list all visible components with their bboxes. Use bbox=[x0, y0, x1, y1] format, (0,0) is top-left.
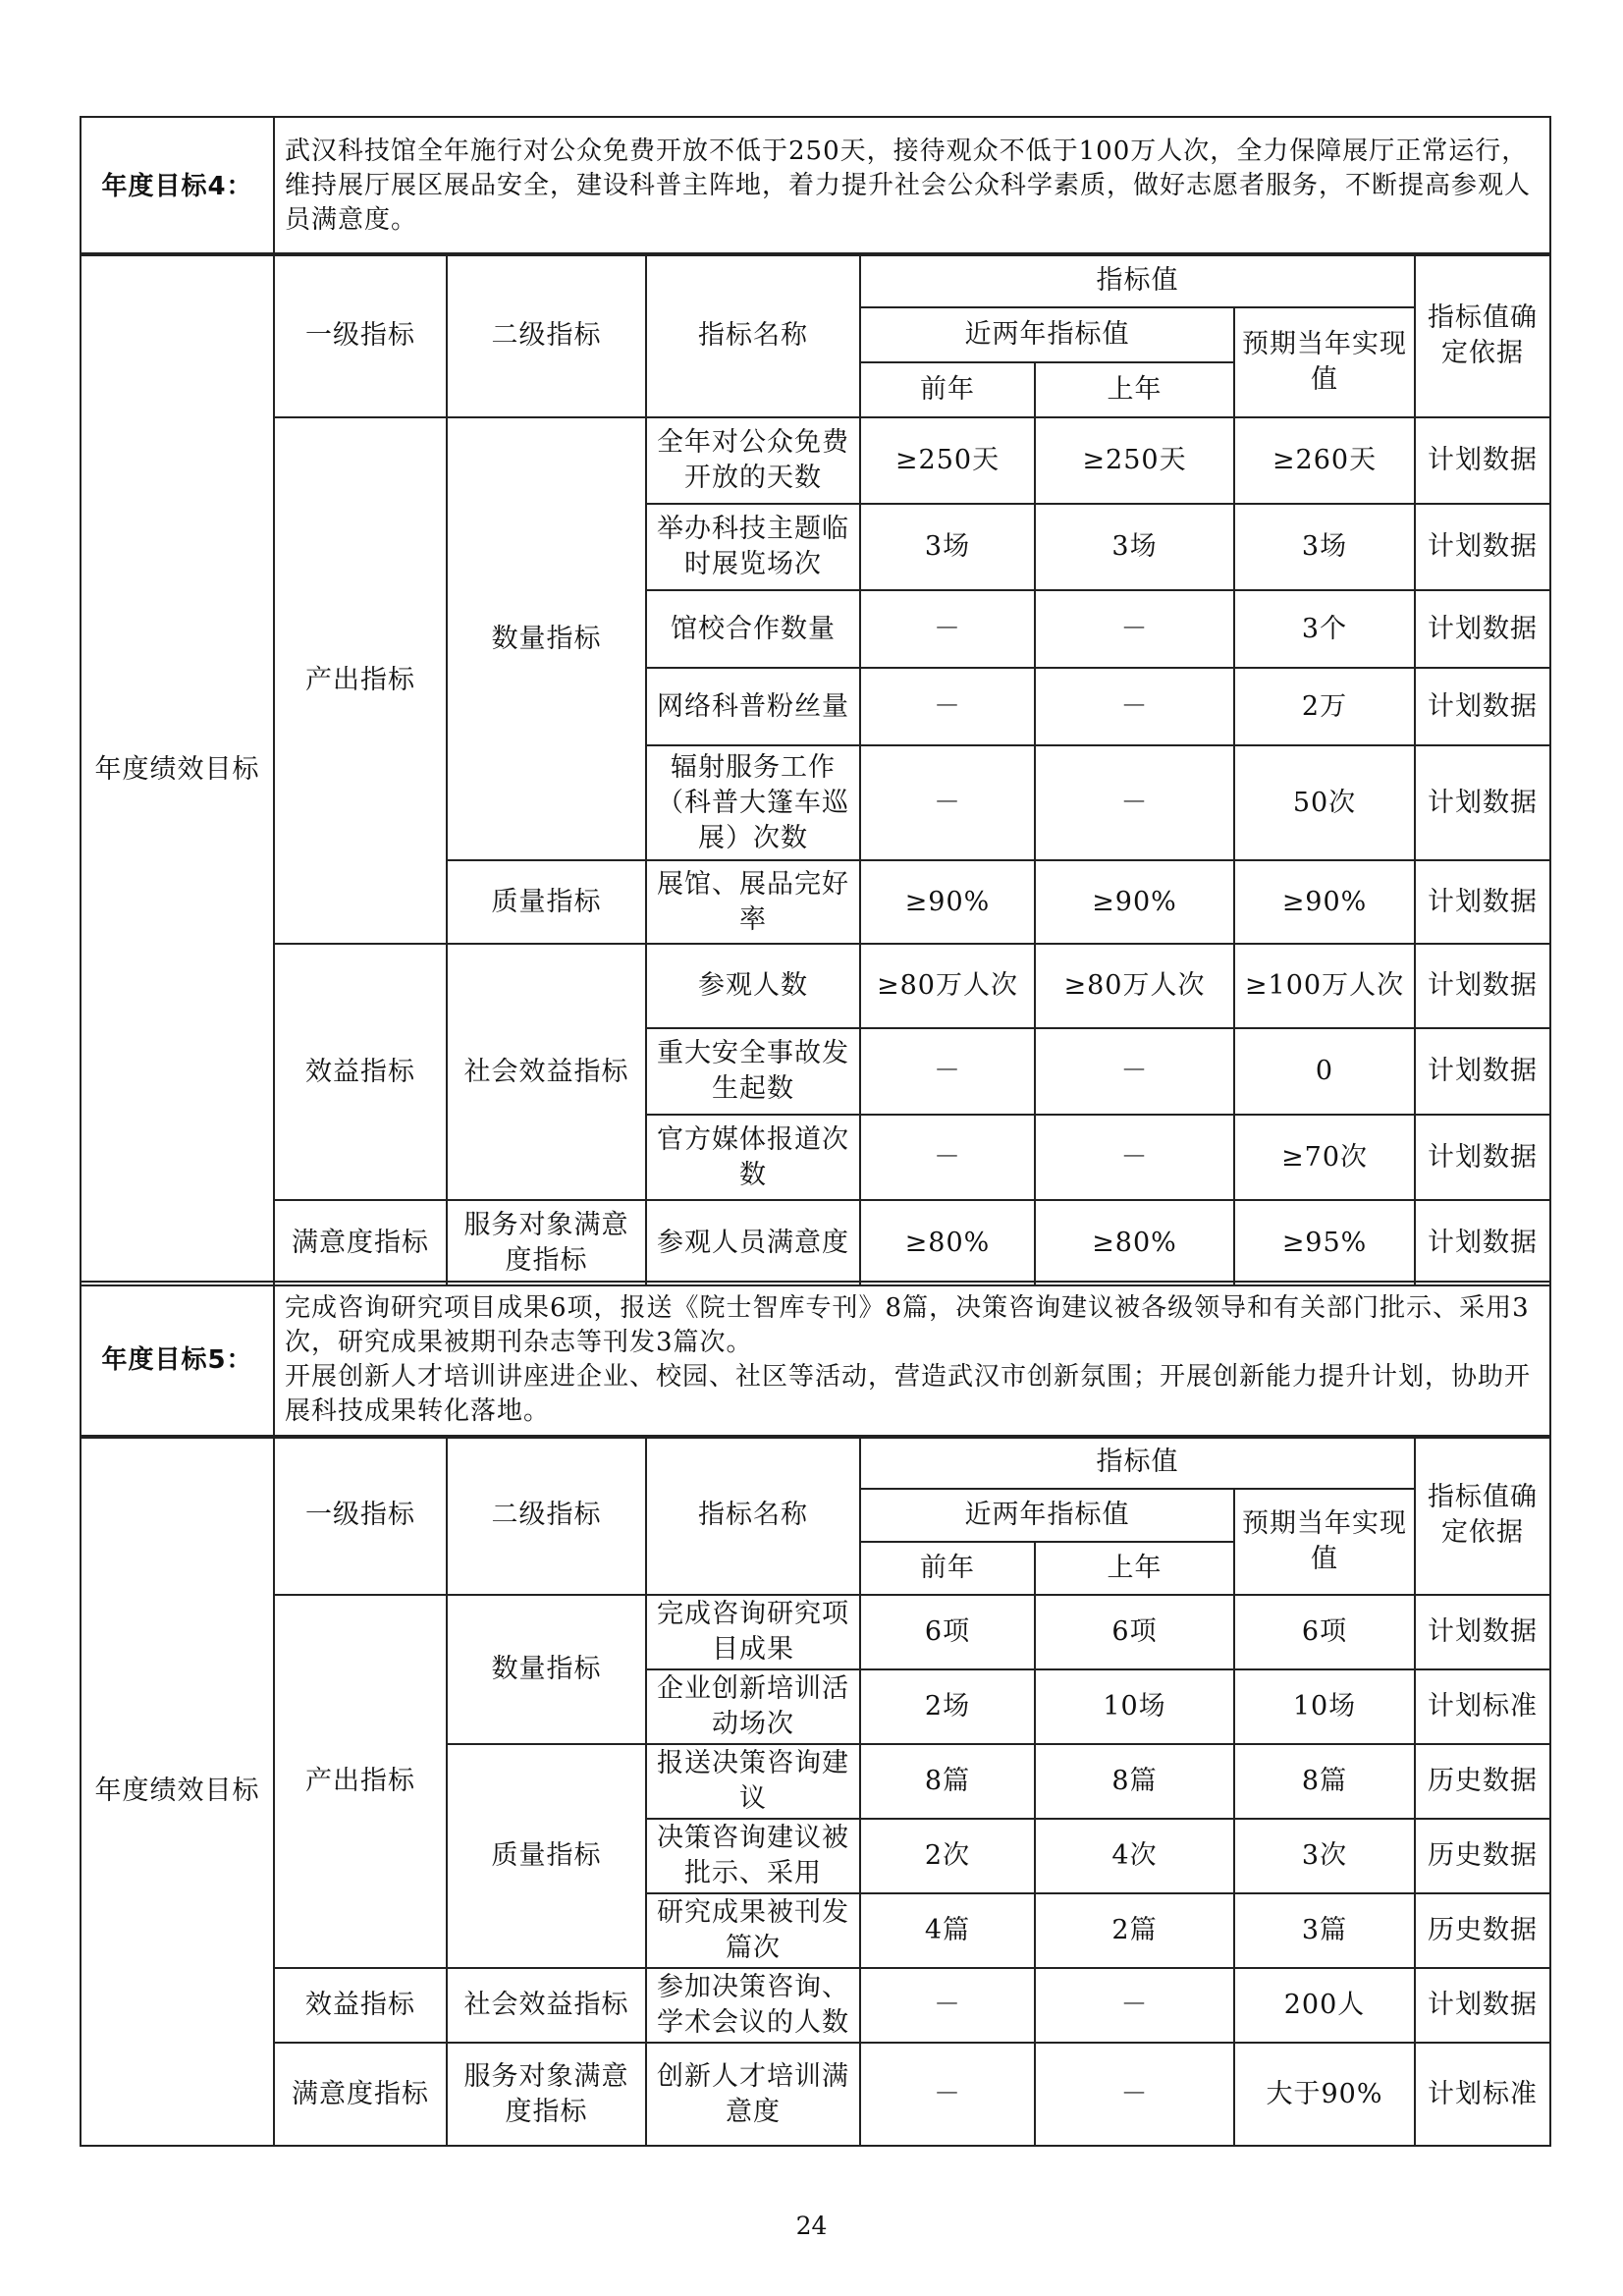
value-basis: 计划数据 bbox=[1415, 944, 1550, 1028]
header-prev2: 前年 bbox=[860, 1542, 1035, 1595]
value-expected: 大于90% bbox=[1234, 2043, 1415, 2146]
subcategory-quantity: 数量指标 bbox=[447, 417, 646, 860]
indicator-name: 辐射服务工作（科普大篷车巡展）次数 bbox=[646, 745, 860, 860]
value-prev2: － bbox=[860, 1115, 1035, 1200]
header-name: 指标名称 bbox=[646, 1436, 860, 1595]
header-prev1: 上年 bbox=[1035, 362, 1234, 417]
value-basis: 计划数据 bbox=[1415, 745, 1550, 860]
header-recent: 近两年指标值 bbox=[860, 1489, 1234, 1542]
value-prev2: ≥250天 bbox=[860, 417, 1035, 504]
annual-target-label: 年度绩效目标 bbox=[81, 253, 274, 1285]
value-prev1: － bbox=[1035, 590, 1234, 668]
value-expected: ≥100万人次 bbox=[1234, 944, 1415, 1028]
indicator-name: 网络科普粉丝量 bbox=[646, 668, 860, 745]
page-number: 24 bbox=[795, 2212, 828, 2240]
indicator-name: 展馆、展品完好率 bbox=[646, 860, 860, 944]
value-basis: 计划数据 bbox=[1415, 860, 1550, 944]
value-prev2: 3场 bbox=[860, 504, 1035, 590]
value-expected: 3场 bbox=[1234, 504, 1415, 590]
indicator-name: 研究成果被刊发篇次 bbox=[646, 1893, 860, 1968]
value-prev2: ≥90% bbox=[860, 860, 1035, 944]
category-output: 产出指标 bbox=[274, 1595, 447, 1968]
table-row bbox=[81, 1968, 1550, 2043]
indicator-name: 参加决策咨询、学术会议的人数 bbox=[646, 1968, 860, 2043]
value-prev2: － bbox=[860, 590, 1035, 668]
value-basis: 计划数据 bbox=[1415, 1115, 1550, 1200]
value-expected: 3次 bbox=[1234, 1819, 1415, 1893]
value-basis: 计划标准 bbox=[1415, 1669, 1550, 1744]
performance-table-goal5 bbox=[80, 1281, 1551, 1439]
indicator-name: 官方媒体报道次数 bbox=[646, 1115, 860, 1200]
indicator-name: 完成咨询研究项目成果 bbox=[646, 1595, 860, 1669]
indicator-name: 全年对公众免费开放的天数 bbox=[646, 417, 860, 504]
indicator-name: 举办科技主题临时展览场次 bbox=[646, 504, 860, 590]
subcategory-quantity: 数量指标 bbox=[447, 1595, 646, 1744]
subcategory-service: 服务对象满意度指标 bbox=[447, 1200, 646, 1285]
header-level2: 二级指标 bbox=[447, 253, 646, 417]
value-prev2: 8篇 bbox=[860, 1744, 1035, 1819]
header-expected: 预期当年实现值 bbox=[1234, 1489, 1415, 1595]
value-expected: 3篇 bbox=[1234, 1893, 1415, 1968]
value-prev1: － bbox=[1035, 745, 1234, 860]
table-row bbox=[81, 944, 1550, 1028]
value-prev1: 6项 bbox=[1035, 1595, 1234, 1669]
header-value: 指标值 bbox=[860, 1436, 1415, 1489]
value-basis: 历史数据 bbox=[1415, 1819, 1550, 1893]
header-name: 指标名称 bbox=[646, 253, 860, 417]
value-prev1: － bbox=[1035, 1028, 1234, 1115]
indicator-name: 重大安全事故发生起数 bbox=[646, 1028, 860, 1115]
goal5-label: 年度目标5： bbox=[81, 1282, 274, 1438]
value-prev2: 6项 bbox=[860, 1595, 1035, 1669]
indicator-name: 决策咨询建议被批示、采用 bbox=[646, 1819, 860, 1893]
value-prev1: － bbox=[1035, 668, 1234, 745]
value-basis: 计划数据 bbox=[1415, 417, 1550, 504]
value-prev1: － bbox=[1035, 1968, 1234, 2043]
value-prev2: － bbox=[860, 2043, 1035, 2146]
value-prev1: 8篇 bbox=[1035, 1744, 1234, 1819]
value-expected: 0 bbox=[1234, 1028, 1415, 1115]
header-level1: 一级指标 bbox=[274, 253, 447, 417]
value-basis: 计划标准 bbox=[1415, 2043, 1550, 2146]
value-prev2: － bbox=[860, 1968, 1035, 2043]
value-expected: ≥90% bbox=[1234, 860, 1415, 944]
value-basis: 计划数据 bbox=[1415, 590, 1550, 668]
category-benefit: 效益指标 bbox=[274, 1968, 447, 2043]
value-prev2: 4篇 bbox=[860, 1893, 1035, 1968]
value-expected: 6项 bbox=[1234, 1595, 1415, 1669]
header-prev2: 前年 bbox=[860, 362, 1035, 417]
goal5-line: 开展创新人才培训讲座进企业、校园、社区等活动，营造武汉市创新氛围；开展创新能力提升计划，协助开展科技成果转化落地。 bbox=[285, 1361, 1532, 1426]
value-basis: 计划数据 bbox=[1415, 1595, 1550, 1669]
value-expected: 2万 bbox=[1234, 668, 1415, 745]
value-basis: 计划数据 bbox=[1415, 668, 1550, 745]
value-prev2: 2场 bbox=[860, 1669, 1035, 1744]
value-prev1: 10场 bbox=[1035, 1669, 1234, 1744]
value-expected: 8篇 bbox=[1234, 1744, 1415, 1819]
subcategory-social: 社会效益指标 bbox=[447, 944, 646, 1200]
value-expected: 3个 bbox=[1234, 590, 1415, 668]
goal4-label: 年度目标4： bbox=[81, 117, 274, 255]
header-level1: 一级指标 bbox=[274, 1436, 447, 1595]
header-basis: 指标值确定依据 bbox=[1415, 253, 1550, 417]
indicator-table-goal4 bbox=[80, 252, 1551, 1286]
goal5-line: 完成咨询研究项目成果6项，报送《院士智库专刊》8篇，决策咨询建议被各级领导和有关部门批示、采用3次，研究成果被期刊杂志等刊发3篇次。 bbox=[285, 1292, 1530, 1357]
category-satisfaction: 满意度指标 bbox=[274, 1200, 447, 1285]
subcategory-quality: 质量指标 bbox=[447, 1744, 646, 1968]
value-expected: ≥70次 bbox=[1234, 1115, 1415, 1200]
value-prev1: 2篇 bbox=[1035, 1893, 1234, 1968]
value-basis: 计划数据 bbox=[1415, 1028, 1550, 1115]
indicator-name: 企业创新培训活动场次 bbox=[646, 1669, 860, 1744]
table-row bbox=[81, 2043, 1550, 2146]
subcategory-quality: 质量指标 bbox=[447, 860, 646, 944]
value-prev2: － bbox=[860, 1028, 1035, 1115]
value-basis: 历史数据 bbox=[1415, 1744, 1550, 1819]
subcategory-social: 社会效益指标 bbox=[447, 1968, 646, 2043]
header-prev1: 上年 bbox=[1035, 1542, 1234, 1595]
header-level2: 二级指标 bbox=[447, 1436, 646, 1595]
value-expected: ≥260天 bbox=[1234, 417, 1415, 504]
value-prev2: ≥80% bbox=[860, 1200, 1035, 1285]
category-benefit: 效益指标 bbox=[274, 944, 447, 1200]
value-prev2: 2次 bbox=[860, 1819, 1035, 1893]
value-prev1: － bbox=[1035, 1115, 1234, 1200]
value-prev1: ≥80万人次 bbox=[1035, 944, 1234, 1028]
indicator-name: 参观人数 bbox=[646, 944, 860, 1028]
value-prev1: ≥80% bbox=[1035, 1200, 1234, 1285]
value-expected: 10场 bbox=[1234, 1669, 1415, 1744]
value-expected: 200人 bbox=[1234, 1968, 1415, 2043]
annual-target-label: 年度绩效目标 bbox=[81, 1436, 274, 2146]
header-recent: 近两年指标值 bbox=[860, 307, 1234, 362]
value-expected: ≥95% bbox=[1234, 1200, 1415, 1285]
value-prev1: 3场 bbox=[1035, 504, 1234, 590]
value-prev1: 4次 bbox=[1035, 1819, 1234, 1893]
value-prev1: ≥250天 bbox=[1035, 417, 1234, 504]
value-basis: 历史数据 bbox=[1415, 1893, 1550, 1968]
value-prev2: － bbox=[860, 668, 1035, 745]
value-prev1: － bbox=[1035, 2043, 1234, 2146]
indicator-name: 创新人才培训满意度 bbox=[646, 2043, 860, 2146]
header-expected: 预期当年实现值 bbox=[1234, 307, 1415, 417]
goal5-text bbox=[274, 1282, 1550, 1438]
indicator-name: 参观人员满意度 bbox=[646, 1200, 860, 1285]
indicator-name: 馆校合作数量 bbox=[646, 590, 860, 668]
goal4-text: 武汉科技馆全年施行对公众免费开放不低于250天，接待观众不低于100万人次，全力保障展厅正常运行，维持展厅展区展品安全，建设科普主阵地，着力提升社会公众科学素质，做好志愿者服务，不断提高参观人员满意度。 bbox=[274, 117, 1550, 255]
value-prev2: － bbox=[860, 745, 1035, 860]
table-row bbox=[81, 417, 1550, 504]
value-prev2: ≥80万人次 bbox=[860, 944, 1035, 1028]
value-basis: 计划数据 bbox=[1415, 1200, 1550, 1285]
category-satisfaction: 满意度指标 bbox=[274, 2043, 447, 2146]
subcategory-service: 服务对象满意度指标 bbox=[447, 2043, 646, 2146]
header-basis: 指标值确定依据 bbox=[1415, 1436, 1550, 1595]
value-expected: 50次 bbox=[1234, 745, 1415, 860]
table-row bbox=[81, 1200, 1550, 1285]
value-basis: 计划数据 bbox=[1415, 1968, 1550, 2043]
indicator-table-goal5 bbox=[80, 1435, 1551, 2147]
indicator-name: 报送决策咨询建议 bbox=[646, 1744, 860, 1819]
category-output: 产出指标 bbox=[274, 417, 447, 944]
value-prev1: ≥90% bbox=[1035, 860, 1234, 944]
value-basis: 计划数据 bbox=[1415, 504, 1550, 590]
table-row bbox=[81, 1595, 1550, 1669]
header-value: 指标值 bbox=[860, 253, 1415, 307]
